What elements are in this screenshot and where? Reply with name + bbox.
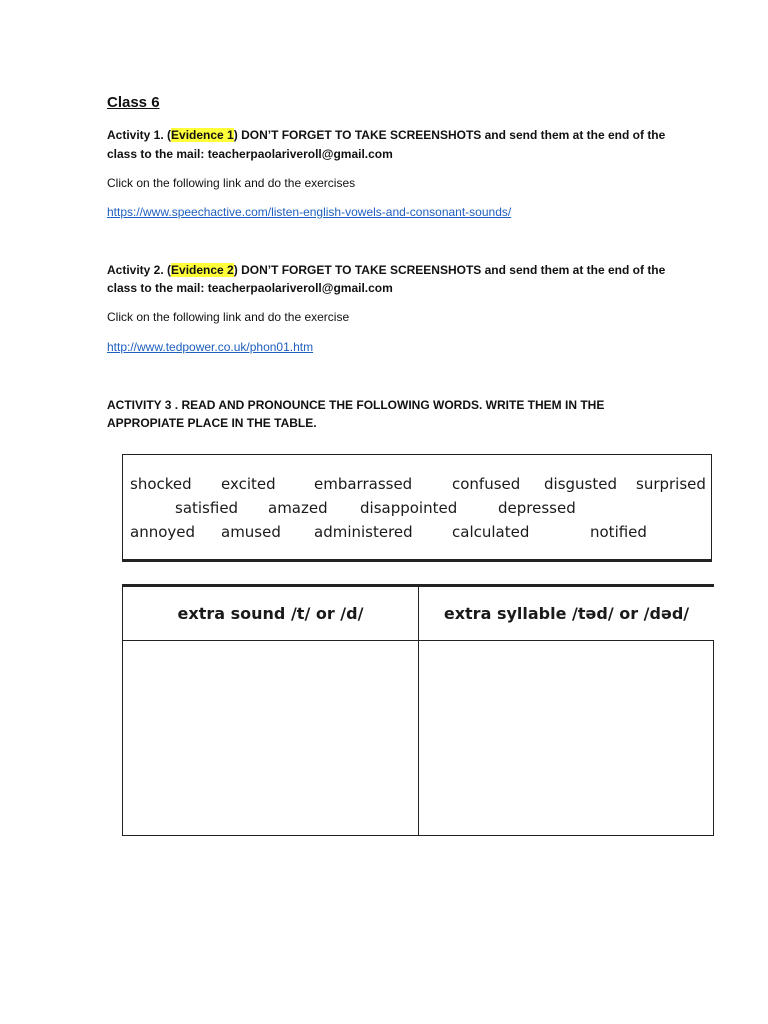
- table-cell-extra-syllable[interactable]: [419, 642, 713, 836]
- table-cell-extra-sound[interactable]: [123, 642, 418, 836]
- activity1-prefix: Activity 1. (: [107, 128, 172, 142]
- word-item: annoyed: [130, 523, 196, 541]
- table-header-extra-syllable: extra syllable /təd/ or /dəd/: [419, 587, 714, 641]
- activity1-heading: [107, 127, 665, 143]
- page-title: Class 6: [107, 94, 160, 111]
- word-item: notified: [590, 523, 647, 541]
- word-item: excited: [221, 475, 276, 493]
- activity2-instruction: Click on the following link and do the exercise: [107, 310, 350, 324]
- word-item: confused: [452, 475, 521, 493]
- activity2-link[interactable]: http://www.tedpower.co.uk/phon01.htm: [107, 340, 314, 354]
- activity1-link[interactable]: https://www.speechactive.com/listen-english-vowels-and-consonant-sounds/: [107, 205, 512, 219]
- evidence1-highlight: Evidence 1: [171, 128, 234, 142]
- word-bank-box: [122, 454, 712, 562]
- sorting-table: [122, 584, 714, 836]
- activity2-heading: [107, 262, 665, 278]
- activity1-instruction: Click on the following link and do the exercises: [107, 176, 356, 190]
- evidence2-highlight: Evidence 2: [171, 263, 234, 277]
- word-item: amused: [221, 523, 281, 541]
- word-item: amazed: [268, 499, 328, 517]
- activity3-heading-line2: APPROPIATE PLACE IN THE TABLE.: [107, 416, 317, 430]
- word-item: shocked: [130, 475, 192, 493]
- activity3-heading: ACTIVITY 3 . READ AND PRONOUNCE THE FOLLOWING WORDS. WRITE THEM IN THE: [107, 398, 605, 412]
- word-item: disgusted: [544, 475, 617, 493]
- word-item: embarrassed: [314, 475, 413, 493]
- word-item: disappointed: [360, 499, 458, 517]
- word-item: satisfied: [175, 499, 239, 517]
- activity1-suffix: ) DON’T FORGET TO TAKE SCREENSHOTS and send them at the end of the: [233, 128, 666, 142]
- word-item: surprised: [636, 475, 706, 493]
- table-header-extra-sound: extra sound /t/ or /d/: [123, 587, 419, 641]
- word-item: administered: [314, 523, 413, 541]
- activity2-prefix: Activity 2. (: [107, 263, 172, 277]
- table-right-border: [713, 641, 714, 836]
- word-item: calculated: [452, 523, 530, 541]
- activity1-mail-line: class to the mail: teacherpaolariveroll@gmail.com: [107, 147, 393, 161]
- word-item: depressed: [498, 499, 576, 517]
- activity2-mail-line: class to the mail: teacherpaolariveroll@gmail.com: [107, 281, 393, 295]
- activity2-suffix: ) DON’T FORGET TO TAKE SCREENSHOTS and send them at the end of the: [233, 263, 666, 277]
